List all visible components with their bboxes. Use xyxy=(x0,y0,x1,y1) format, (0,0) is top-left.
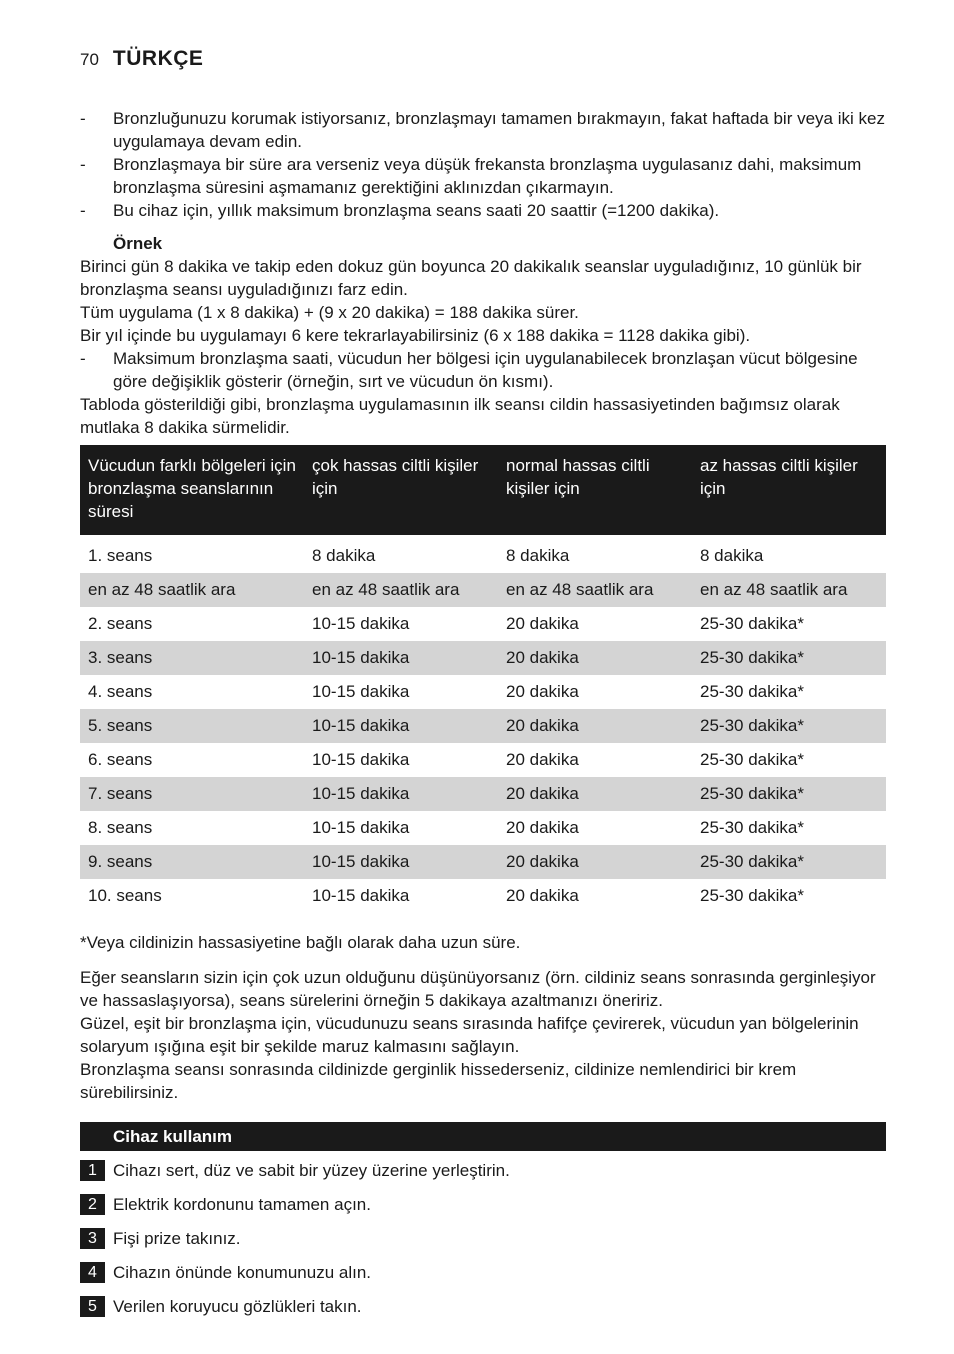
table-row xyxy=(80,811,886,845)
table-cell: 8 dakika xyxy=(700,546,764,565)
step-text: Elektrik kordonunu tamamen açın. xyxy=(113,1195,371,1214)
step-number-badge: 3 xyxy=(80,1228,105,1249)
steps-list xyxy=(80,1159,886,1318)
table-cell: 20 dakika xyxy=(506,750,579,769)
bullet-text: Maksimum bronzlaşma saati, vücudun her bölgesi için uygulanabilecek bronzlaşan vücut bölgesine göre değişiklik gösterir (örneğin, sırt ve vücudun ön kısmı). xyxy=(113,349,858,391)
table-row xyxy=(80,777,886,811)
table-cell: 8 dakika xyxy=(312,546,376,565)
table-row xyxy=(80,573,886,607)
table-row xyxy=(80,845,886,879)
example-paragraph: Birinci gün 8 dakika ve takip eden dokuz gün boyunca 20 dakikalık seanslar uyguladığınız, 10 günlük bir bronzlaşma seansı uyguladığınızı farz edin. xyxy=(80,257,862,299)
table-cell: 8. seans xyxy=(88,818,153,837)
table-cell: 10-15 dakika xyxy=(304,709,498,743)
table-cell: 25-30 dakika* xyxy=(700,750,804,769)
section-heading-bar: Cihaz kullanım xyxy=(80,1122,886,1151)
table-cell: 10-15 dakika xyxy=(312,682,410,701)
table-cell: 20 dakika xyxy=(506,614,579,633)
bullet-text: Bu cihaz için, yıllık maksimum bronzlaşma seans saati 20 saattir (=1200 dakika). xyxy=(113,201,720,220)
table-header-row xyxy=(80,445,886,535)
table-cell: 3. seans xyxy=(80,641,304,675)
bullet-text: Bronzluğunuzu korumak istiyorsanız, bronzlaşmayı tamamen bırakmayın, fakat haftada bir veya iki kez uygulamaya devam edin. xyxy=(113,109,885,151)
step-item xyxy=(80,1227,886,1250)
table-header-cell: çok hassas ciltli kişiler için xyxy=(304,445,498,535)
table-header-cell: normal hassas ciltli kişiler için xyxy=(498,445,692,535)
table-cell: 25-30 dakika* xyxy=(692,709,886,743)
bullet-item xyxy=(80,153,886,199)
table-row xyxy=(80,641,886,675)
section-language-title: TÜRKÇE xyxy=(112,47,204,70)
table-cell: 10-15 dakika xyxy=(312,886,410,905)
step-text: Cihazın önünde konumunuzu alın. xyxy=(113,1263,372,1282)
page-content xyxy=(80,107,886,1318)
tanning-session-table xyxy=(80,445,886,913)
table-header-cell: Vücudun farklı bölgeleri için bronzlaşma seanslarının süresi xyxy=(80,445,304,535)
advice-paragraph: Eğer seansların sizin için çok uzun olduğunu düşünüyorsanız (örn. cildiniz seans sonrasında gerginleşiyor ve hassaslaşıyorsa), seans sürelerini örneğin 5 dakikaya azaltmanızı öneririz. xyxy=(80,968,876,1010)
table-cell: 25-30 dakika* xyxy=(700,818,804,837)
table-cell: 25-30 dakika* xyxy=(700,682,804,701)
step-number-badge: 5 xyxy=(80,1296,105,1317)
table-cell: 10-15 dakika xyxy=(312,818,410,837)
table-cell: 25-30 dakika* xyxy=(700,886,804,905)
example-paragraph: Tabloda gösterildiği gibi, bronzlaşma uygulamasının ilk seansı cildin hassasiyetinden bağımsız olarak mutlaka 8 dakika sürmelidir. xyxy=(80,395,840,437)
table-cell: 25-30 dakika* xyxy=(700,614,804,633)
table-row xyxy=(80,709,886,743)
bullet-text: Bronzlaşmaya bir süre ara verseniz veya düşük frekansta bronzlaşma uygulasanız dahi, maksimum bronzlaşma süresini aşmamanız gerektiğini aklınızdan çıkarmayın. xyxy=(113,155,862,197)
table-cell: 6. seans xyxy=(88,750,153,769)
step-number-badge: 4 xyxy=(80,1262,105,1283)
table-cell: 1. seans xyxy=(88,546,153,565)
page-header xyxy=(80,47,203,71)
table-row xyxy=(80,535,886,573)
table-cell: 20 dakika xyxy=(498,641,692,675)
table-cell: 9. seans xyxy=(80,845,304,879)
table-row xyxy=(80,879,886,913)
table-cell: 8 dakika xyxy=(506,546,570,565)
example-paragraph: Bir yıl içinde bu uygulamayı 6 kere tekrarlayabilirsiniz (6 x 188 dakika = 1128 dakika gibi). xyxy=(80,326,751,345)
table-cell: 10-15 dakika xyxy=(304,777,498,811)
table-cell: en az 48 saatlik ara xyxy=(498,573,692,607)
table-footnote: *Veya cildinizin hassasiyetine bağlı olarak daha uzun süre. xyxy=(80,933,521,952)
bullet-dash: - xyxy=(80,109,86,128)
step-item xyxy=(80,1295,886,1318)
table-cell: 20 dakika xyxy=(498,777,692,811)
table-cell: 7. seans xyxy=(80,777,304,811)
table-row xyxy=(80,607,886,641)
bullet-dash: - xyxy=(80,201,86,220)
table-cell: 10-15 dakika xyxy=(304,641,498,675)
table-cell: 25-30 dakika* xyxy=(692,777,886,811)
advice-paragraph: Bronzlaşma seansı sonrasında cildinizde gerginlik hissederseniz, cildinize nemlendirici bir krem sürebilirsiniz. xyxy=(80,1060,797,1102)
example-heading: Örnek xyxy=(113,234,163,253)
table-body xyxy=(80,535,886,913)
table-row xyxy=(80,675,886,709)
table-cell: 10-15 dakika xyxy=(304,845,498,879)
table-row xyxy=(80,743,886,777)
table-cell: 25-30 dakika* xyxy=(692,641,886,675)
step-text: Verilen koruyucu gözlükleri takın. xyxy=(113,1297,362,1316)
step-item xyxy=(80,1159,886,1182)
step-text: Cihazı sert, düz ve sabit bir yüzey üzerine yerleştirin. xyxy=(113,1161,510,1180)
advice-paragraph: Güzel, eşit bir bronzlaşma için, vücudunuzu seans sırasında hafifçe çevirerek, vücudun yan bölgelerinin solaryum ışığına eşit bir şekilde maruz kalmasını sağlayın. xyxy=(80,1014,859,1056)
step-number-badge: 2 xyxy=(80,1194,105,1215)
table-cell: 25-30 dakika* xyxy=(692,845,886,879)
step-text: Fişi prize takınız. xyxy=(113,1229,241,1248)
table-cell: 10-15 dakika xyxy=(312,750,410,769)
bullet-item xyxy=(80,107,886,153)
table-cell: 4. seans xyxy=(88,682,153,701)
table-cell: 5. seans xyxy=(80,709,304,743)
table-cell: 20 dakika xyxy=(506,886,579,905)
bullet-dash: - xyxy=(80,155,86,174)
table-cell: 10-15 dakika xyxy=(312,614,410,633)
example-paragraph: Tüm uygulama (1 x 8 dakika) + (9 x 20 dakika) = 188 dakika sürer. xyxy=(80,303,579,322)
table-cell: 20 dakika xyxy=(498,709,692,743)
bullet-item xyxy=(80,199,886,222)
advice-paragraphs xyxy=(80,966,886,1104)
table-cell: 20 dakika xyxy=(498,845,692,879)
table-cell: 2. seans xyxy=(88,614,153,633)
table-cell: en az 48 saatlik ara xyxy=(80,573,304,607)
step-number-badge: 1 xyxy=(80,1160,105,1181)
table-cell: 20 dakika xyxy=(506,818,579,837)
step-item xyxy=(80,1261,886,1284)
bullet-item xyxy=(80,347,886,393)
table-cell: 20 dakika xyxy=(506,682,579,701)
table-cell: en az 48 saatlik ara xyxy=(304,573,498,607)
table-cell: 10. seans xyxy=(88,886,162,905)
table-cell: en az 48 saatlik ara xyxy=(692,573,886,607)
step-item xyxy=(80,1193,886,1216)
page-number: 70 xyxy=(80,50,99,69)
table-header-cell: az hassas ciltli kişiler için xyxy=(692,445,886,535)
bullet-dash: - xyxy=(80,349,86,368)
